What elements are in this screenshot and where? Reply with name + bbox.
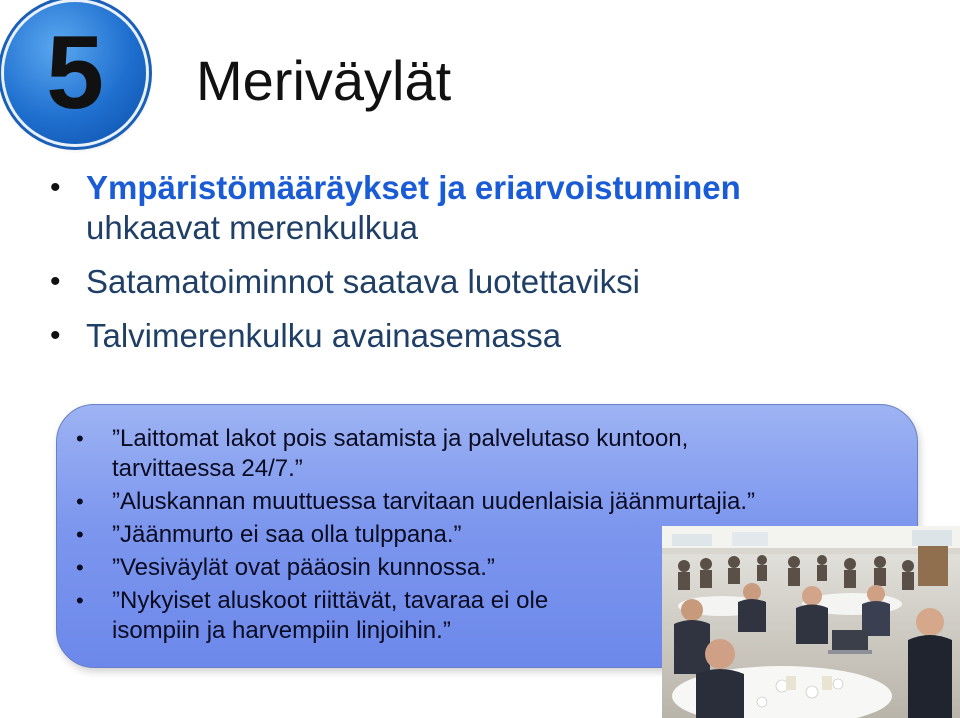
quote-line: ”Vesiväylät ovat pääosin kunnossa.” [112, 554, 495, 581]
bullet-text: uhkaavat merenkulkua [86, 209, 419, 246]
bullet-dot-icon: • [76, 522, 84, 547]
bullet-dot-icon: • [50, 265, 61, 298]
bullet-dot-icon: • [76, 555, 84, 580]
quote-line: isompiin ja harvempiin linjoihin.” [112, 617, 451, 644]
slide-number: 5 [46, 15, 104, 131]
bullet-dot-icon: • [50, 319, 61, 352]
bullet-text: Talvimerenkulku avainasemassa [86, 317, 562, 354]
bullet-item [50, 316, 910, 356]
bullet-item [50, 168, 910, 248]
slide-title: Meriväylät [196, 49, 452, 112]
quote-item [76, 487, 876, 517]
quote-item [76, 424, 876, 484]
quote-line: ”Jäänmurto ei saa olla tulppana.” [112, 521, 462, 548]
bullet-bold-text: Ympäristömääräykset ja eriarvoistuminen [86, 169, 741, 206]
conference-photo [662, 526, 960, 718]
bullet-text: Satamatoiminnot saatava luotettaviksi [86, 263, 640, 300]
quote-line: tarvittaessa 24/7.” [112, 455, 303, 482]
bullet-dot-icon: • [76, 588, 84, 613]
bullet-dot-icon: • [76, 489, 84, 514]
quote-line: ”Laittomat lakot pois satamista ja palvelutaso kuntoon, [112, 425, 689, 452]
bullet-dot-icon: • [76, 426, 84, 451]
main-bullet-list [50, 168, 910, 370]
bullet-dot-icon: • [50, 171, 61, 204]
bullet-item [50, 262, 910, 302]
quote-line: ”Aluskannan muuttuessa tarvitaan uudenlaisia jäänmurtajia.” [112, 488, 756, 515]
quote-line: ”Nykyiset aluskoot riittävät, tavaraa ei ole [112, 587, 549, 614]
slide-number-badge [4, 2, 146, 144]
